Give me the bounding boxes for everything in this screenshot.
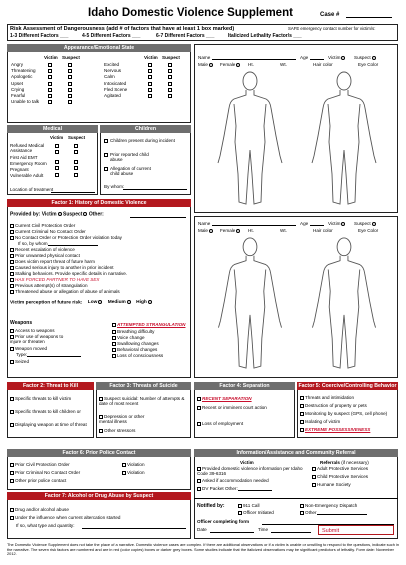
f6-violation-1-cb[interactable] — [122, 463, 126, 467]
appearance-right-labels — [104, 62, 127, 99]
provided-suspect-radio[interactable] — [83, 212, 87, 216]
notified-other — [300, 510, 367, 515]
body1-name-field[interactable] — [212, 59, 296, 60]
f1-future-harm — [10, 259, 95, 264]
appearance-left-suspect-boxes[interactable] — [68, 63, 72, 106]
medical-location-field[interactable] — [51, 192, 95, 193]
f1-strangulation — [10, 283, 88, 288]
strang-breathing-label: Breathing difficulty — [117, 329, 155, 334]
factor5-heading: Factor 5: Coercive/Controlling Behavior — [298, 383, 397, 389]
perception-medium: Medium — [107, 300, 126, 306]
medical-suspect-col: Suspect — [68, 135, 86, 140]
f6-item-1-cb[interactable] — [10, 463, 14, 467]
weapons-moved — [10, 346, 47, 351]
body2-suspect-radio[interactable] — [372, 222, 376, 226]
body1-ht: Ht. — [248, 62, 254, 67]
form-title: Idaho Domestic Violence Supplement — [88, 7, 293, 19]
body1-age: Age — [300, 55, 309, 60]
f1-serious-injury-cb[interactable] — [10, 266, 14, 270]
f4-item-3-cb[interactable] — [197, 422, 201, 426]
body2-male-radio[interactable] — [209, 229, 213, 233]
footer-note: The Domestic Violence Supplement does not take the place of a narrative. Domestic violence cases are complex. If there are additional observations or if a victim is unable or unwilling to respond to the questions, indicate such in the narrative. The seven risk factors are numbered and are in red (color copies) boxes or darker grey boxes. Some studies indicate that the italicized observations may be significant predictors of lethality. Form date: November 2012. — [7, 542, 400, 557]
case-number-field[interactable] — [346, 17, 392, 18]
body1-victim-radio[interactable] — [341, 56, 345, 60]
f6-item-1-label: Prior Civil Protection Order — [15, 462, 70, 467]
appearance-suspect-col-2: Suspect — [162, 55, 180, 60]
risk-level-3: 6-7 Different Factors ___ — [156, 33, 215, 39]
f5-item-2 — [300, 403, 367, 408]
ref-humane-label: Humane Society — [317, 482, 351, 487]
submit-label: Submit — [322, 528, 340, 534]
body1-female-label: Female — [220, 62, 236, 67]
f1-criminal-nco-cb[interactable] — [10, 230, 14, 234]
provided-victim-radio[interactable] — [58, 212, 62, 216]
f1-if-so-label: If so, by whom — [18, 241, 48, 246]
appearance-excited: Excited — [104, 62, 120, 67]
referral-if-necessary: (if necessary) — [341, 460, 369, 465]
f2-item-1-cb[interactable] — [10, 397, 14, 401]
f2-item-2 — [10, 409, 90, 414]
ref-accommodation-cb[interactable] — [197, 479, 201, 483]
weapons-access — [10, 328, 55, 333]
body2-female-label: Female — [220, 228, 236, 233]
f3-item-2-label: Depression or other mental illness — [99, 414, 145, 425]
weapons-type-field[interactable] — [27, 356, 81, 357]
body1-female — [220, 62, 240, 67]
appearance-victim-col-2: Victim — [144, 55, 158, 60]
children-by-whom-field[interactable] — [123, 189, 187, 190]
appearance-victim-col: Victim — [44, 55, 58, 60]
medical-pregnant: Pregnant — [10, 167, 29, 172]
submit-button[interactable] — [318, 525, 394, 535]
body2-male — [198, 228, 213, 233]
appearance-crying: Crying — [11, 86, 25, 92]
f7-item-1-label: Drug and/or alcohol abuse — [15, 507, 69, 512]
f1-serious-injury-label: Caused serious injury to another in prior incident — [15, 265, 114, 270]
ref-aps-label: Adult Protective Services — [317, 466, 369, 471]
provided-suspect-label: Suspect — [63, 211, 83, 218]
f1-nco-violation-label: No Contact Order or Protection Order violation today — [15, 235, 122, 240]
children-cb-1[interactable] — [104, 139, 108, 143]
f5-item-5 — [300, 427, 370, 432]
f4-item-1-cb[interactable] — [197, 397, 201, 401]
f5-item-1-label: Threats and intimidation — [305, 395, 355, 400]
f5-item-5-cb[interactable] — [300, 428, 304, 432]
f3-item-2 — [99, 414, 159, 424]
body1-female-radio[interactable] — [236, 63, 240, 67]
strang-behavioral — [112, 347, 157, 352]
strang-voice-label: Voice change — [117, 335, 145, 340]
body1-male — [198, 62, 213, 67]
f1-if-so — [18, 241, 98, 246]
body1-victim — [328, 55, 345, 60]
f1-escalation — [10, 247, 75, 252]
weapons-prior-use-label: Prior use of weapons to injure or threaten — [10, 334, 64, 345]
body2-age-field[interactable] — [310, 225, 324, 226]
body1-eye: Eye Color — [358, 62, 379, 67]
strang-behavioral-cb[interactable] — [112, 348, 116, 352]
medical-suspect-boxes[interactable] — [74, 144, 78, 179]
f1-criminal-nco-label: Current Criminal No Contact Order — [15, 229, 86, 234]
f7-item-2-label: Under the influence when current altercation started — [15, 515, 121, 520]
weapons-type — [16, 352, 81, 357]
strang-breathing-cb[interactable] — [112, 330, 116, 334]
appearance-calm: Calm — [104, 74, 115, 80]
factor7-heading: Factor 7: Alcohol or Drug Abuse by Suspect — [7, 492, 191, 500]
factor4-heading: Factor 4: Separation — [194, 382, 295, 390]
medical-refused: Refused Medical Assistance — [10, 143, 45, 154]
notified-officer — [238, 510, 274, 515]
appearance-apologetic: Apologetic — [11, 74, 33, 80]
strangulation-title-label: ATTEMPTED STRANGULATION — [117, 322, 186, 327]
f1-if-so-field[interactable] — [48, 245, 98, 246]
ref-cps-cb[interactable] — [312, 475, 316, 479]
notified-officer-cb[interactable] — [238, 511, 242, 515]
f5-item-4 — [300, 419, 340, 424]
f7-item-1-cb[interactable] — [10, 508, 14, 512]
f4-item-2-label: Recent or imminent court action — [202, 405, 267, 410]
ref-provided-info — [197, 466, 303, 476]
f5-item-3-cb[interactable] — [300, 412, 304, 416]
f7-item-2 — [10, 515, 120, 520]
f4-item-1 — [197, 396, 252, 401]
strang-swallowing-label: Swallowing changes — [117, 341, 159, 346]
referral-col — [320, 460, 369, 465]
f3-item-1 — [99, 396, 187, 406]
appearance-intoxicated: Intoxicated — [104, 80, 127, 86]
risk-level-1: 1-3 Different Factors ___ — [10, 33, 69, 39]
strang-voice-cb[interactable] — [112, 336, 116, 340]
ref-other-field[interactable] — [238, 490, 272, 491]
notified-by-label: Notified by: — [197, 503, 225, 509]
f5-item-1-cb[interactable] — [300, 396, 304, 400]
ref-provided-info-label: Provided domestic violence information per Idaho Code 39-6316 — [197, 466, 303, 477]
date-label: Date — [197, 527, 207, 532]
perception-medium-radio[interactable] — [127, 300, 131, 304]
date-field[interactable] — [210, 532, 254, 533]
body2-age: Age — [300, 221, 309, 226]
appearance-upset: Upset — [11, 80, 24, 86]
referral-col-label: Referrals — [320, 460, 340, 465]
weapons-moved-cb[interactable] — [10, 347, 14, 351]
safe-contact-note: SAFE emergency contact number for victim/s: — [288, 26, 376, 31]
body2-female — [220, 228, 240, 233]
body1-victim-label: Victim — [328, 55, 341, 60]
notified-911 — [238, 503, 260, 508]
f6-violation-1-label: Violation — [127, 462, 145, 467]
notified-other-cb[interactable] — [300, 511, 304, 515]
f6-item-2-label: Prior Criminal No Contact Order — [15, 470, 81, 475]
f5-item-4-cb[interactable] — [300, 420, 304, 424]
children-cb-3[interactable] — [104, 167, 108, 171]
body2-suspect-label: Suspect — [354, 221, 371, 226]
appearance-left-victim-boxes[interactable] — [48, 63, 52, 106]
referral-heading: Information/Assistance and Community Referral — [194, 449, 398, 457]
f5-item-3-label: Monitoring by suspect (GPS, cell phone) — [305, 411, 388, 416]
f6-item-1 — [10, 462, 70, 467]
provided-by-label: Provided by: — [10, 211, 41, 218]
notified-officer-label: Officer Initiated — [243, 510, 274, 515]
f1-civil-po-label: Current Civil Protection Order — [15, 223, 76, 228]
f3-item-3 — [99, 428, 135, 433]
notified-other-label: Other — [305, 510, 317, 515]
f7-item-1 — [10, 507, 69, 512]
weapons-access-cb[interactable] — [10, 329, 14, 333]
weapons-access-label: Access to weapons — [15, 328, 55, 333]
ref-cps — [312, 474, 368, 479]
notified-911-cb[interactable] — [238, 504, 242, 508]
appearance-suspect-col: Suspect — [62, 55, 80, 60]
f6-violation-2-label: Violation — [127, 470, 145, 475]
f1-perception — [10, 300, 152, 306]
notified-non-emergency-cb[interactable] — [300, 504, 304, 508]
f6-item-3-label: Other prior police contact — [15, 478, 67, 483]
body1-age-field[interactable] — [310, 59, 324, 60]
factor1-heading: Factor 1: History of Domestic Violence — [7, 199, 191, 207]
f1-future-harm-cb[interactable] — [10, 260, 14, 264]
body1-hair: Hair color — [313, 62, 333, 67]
perception-high: High — [136, 300, 147, 306]
f1-escalation-label: Recent escalation of violence — [15, 247, 75, 252]
children-by-whom: By whom: — [104, 184, 125, 189]
body2-victim-label: Victim — [328, 221, 341, 226]
body2-back-figure[interactable] — [304, 236, 384, 374]
f5-item-5-label: EXTREME POSSESSIVENESS — [305, 427, 371, 432]
strangulation-cb[interactable] — [112, 323, 116, 327]
f1-stalking-cb[interactable] — [10, 272, 14, 276]
body1-suspect-label: Suspect — [354, 55, 371, 60]
f4-item-3-label: Loss of employment — [202, 421, 244, 426]
body2-hair: Hair color — [313, 228, 333, 233]
f3-item-1-label: Suspect suicidal: Number of attempts & date of most recent — [99, 396, 185, 407]
f6-violation-2-cb[interactable] — [122, 471, 126, 475]
body1-back-figure[interactable] — [304, 70, 384, 210]
referral-divider — [194, 498, 398, 499]
f2-item-3 — [10, 422, 90, 427]
medical-heading: Medical — [7, 125, 98, 133]
ref-aps — [312, 466, 368, 471]
ref-dv-packet-cb[interactable] — [197, 487, 201, 491]
appearance-left-labels — [11, 62, 39, 105]
body2-wt: Wt. — [280, 228, 287, 233]
body1-suspect-radio[interactable] — [372, 56, 376, 60]
f5-item-1 — [300, 395, 354, 400]
medical-location: Location of treatment — [10, 187, 54, 192]
f7-item-3: If so, what type and quantity: — [16, 523, 75, 528]
f7-type-field[interactable] — [82, 528, 186, 529]
f6-item-2-cb[interactable] — [10, 471, 14, 475]
body2-female-radio[interactable] — [236, 229, 240, 233]
perception-high-radio[interactable] — [148, 300, 152, 304]
f5-item-2-cb[interactable] — [300, 404, 304, 408]
time-label: Time — [258, 527, 269, 532]
body2-male-label: Male — [198, 228, 208, 233]
perception-low-radio[interactable] — [98, 300, 102, 304]
f1-criminal-nco — [10, 229, 86, 234]
f5-item-2-label: Destruction of property or pets — [305, 403, 367, 408]
appearance-agitated: Agitated — [104, 92, 121, 98]
strang-breathing — [112, 329, 154, 334]
f2-item-3-cb[interactable] — [10, 423, 14, 427]
medical-victim-col: Victim — [50, 135, 64, 140]
f3-item-3-cb[interactable] — [99, 429, 103, 433]
weapons-seized — [10, 359, 29, 364]
medical-victim-boxes[interactable] — [55, 144, 59, 179]
f1-civil-po — [10, 223, 75, 228]
f2-item-3-label: Displaying weapon at time of threat — [15, 422, 87, 427]
f6-item-3-cb[interactable] — [10, 479, 14, 483]
strang-loc-label: Loss of consciousness — [117, 353, 164, 358]
f1-serious-injury — [10, 265, 114, 270]
appearance-heading: Appearance/Emotional State — [7, 44, 191, 52]
provided-other-field[interactable] — [130, 217, 186, 218]
medical-vulnerable: Vulnerable Adult — [10, 173, 44, 178]
f1-civil-po-cb[interactable] — [10, 224, 14, 228]
referral-victim-col: Victim — [240, 460, 254, 465]
f6-item-3 — [10, 478, 66, 483]
f1-nco-violation-cb[interactable] — [10, 236, 14, 240]
body2-suspect — [354, 221, 376, 226]
medical-er: Emergency Room — [10, 161, 47, 166]
f2-item-2-cb[interactable] — [10, 410, 14, 414]
body1-suspect — [354, 55, 376, 60]
body1-male-label: Male — [198, 62, 208, 67]
f1-stalking-label: Stalking behaviors. Provide specific details in narrative. — [15, 271, 128, 276]
risk-level-2: 4-5 Different Factors ___ — [82, 33, 141, 39]
strang-voice — [112, 335, 145, 340]
body2-ht: Ht. — [248, 228, 254, 233]
f5-item-3 — [300, 411, 387, 416]
appearance-fled-scene: Fled Scene — [104, 86, 128, 92]
f3-item-3-label: Other stressors — [104, 428, 136, 433]
f7-item-2-cb[interactable] — [10, 516, 14, 520]
f5-item-4-label: Isolating of victim — [305, 419, 341, 424]
children-prior-abuse: Prior reported child abuse — [110, 152, 149, 163]
factor1-provided-by — [10, 212, 104, 218]
body1-name: Name — [198, 55, 211, 60]
factor3-heading: Factor 3: Threats of Suicide — [96, 382, 191, 390]
strang-loc — [112, 353, 163, 358]
factor6-heading: Factor 6: Prior Police Contact — [7, 449, 191, 457]
f2-item-1-label: Specific threats to kill victim — [15, 396, 72, 401]
f4-item-1-label: RECENT SEPARATION — [202, 396, 252, 401]
strang-swallowing — [112, 341, 159, 346]
children-current-abuse: Allegation of current child abuse — [110, 166, 151, 177]
body2-eye: Eye Color — [358, 228, 379, 233]
f1-nco-violation — [10, 235, 122, 240]
ref-accommodation-label: Asked if accommodation needed — [202, 478, 269, 483]
children-cb-2[interactable] — [104, 153, 108, 157]
f4-item-2-cb[interactable] — [197, 406, 201, 410]
strang-loc-cb[interactable] — [112, 354, 116, 358]
appearance-fearful: Fearful — [11, 92, 26, 98]
f6-item-2 — [10, 470, 80, 475]
f1-prior-contact — [10, 253, 80, 258]
f1-escalation-cb[interactable] — [10, 248, 14, 252]
f1-strangulation-cb[interactable] — [10, 284, 14, 288]
f1-forced-sex-cb[interactable] — [10, 278, 14, 282]
f2-item-1 — [10, 396, 90, 401]
f1-future-harm-label: Does victim report threat of future harm — [15, 259, 95, 264]
appearance-unable-talk: Unable to talk — [11, 99, 40, 105]
ref-humane — [312, 482, 351, 487]
time-field[interactable] — [271, 532, 311, 533]
case-label: Case # — [320, 12, 340, 18]
children-heading: Children — [100, 125, 191, 133]
factor2-heading: Factor 2: Threat to Kill — [7, 382, 94, 390]
ref-accommodation — [197, 478, 269, 483]
weapons-prior-use — [10, 334, 70, 344]
body1-wt: Wt. — [280, 62, 287, 67]
appearance-nervous: Nervous — [104, 68, 122, 74]
f6-violation-1 — [122, 462, 145, 467]
children-present: Children present during incident — [110, 138, 175, 143]
f1-strangulation-label: Previous attempt(s) of strangulation — [15, 283, 88, 288]
provided-other-label: Other: — [88, 211, 104, 218]
f1-animals-label: Threatened abuse or allegation of abuse of animals — [15, 289, 120, 294]
appearance-threatening: Threatening — [11, 68, 36, 74]
notified-non-emergency — [300, 503, 357, 508]
notified-911-label: 911 Call — [243, 503, 260, 508]
ref-cps-label: Child Protective Services — [317, 474, 369, 479]
appearance-right-victim-boxes[interactable] — [148, 63, 152, 100]
weapons-type-label: Type: — [16, 352, 28, 357]
weapons-moved-label: Weapon moved — [15, 346, 48, 351]
ref-dv-packet-label: DV Packet Other: — [202, 486, 238, 491]
f4-item-3 — [197, 421, 243, 426]
ref-dv-packet — [197, 486, 272, 491]
body2-name: Name — [198, 221, 211, 226]
f6-violation-2 — [122, 470, 145, 475]
appearance-angry: Angry — [11, 62, 24, 67]
officer-label: Officer completing form — [197, 519, 250, 524]
strangulation-title — [112, 322, 185, 327]
body2-name-field[interactable] — [212, 225, 296, 226]
strang-behavioral-label: Behavioral changes — [117, 347, 158, 352]
f1-animals-cb[interactable] — [10, 290, 14, 294]
f1-forced-sex — [10, 277, 100, 282]
f1-prior-contact-label: Prior unwanted physical contact — [15, 253, 80, 258]
f4-item-2 — [197, 405, 267, 410]
provided-victim-label: Victim — [41, 211, 57, 218]
ref-humane-cb[interactable] — [312, 483, 316, 487]
f2-item-2-label: Specific threats to kill children or — [15, 409, 81, 414]
weapons-seized-label: Seized — [15, 359, 30, 364]
notified-non-emergency-label: Non-Emergency Dispatch — [305, 503, 358, 508]
body1-male-radio[interactable] — [209, 63, 213, 67]
notified-other-field[interactable] — [317, 514, 367, 515]
perception-low: Low — [87, 300, 98, 306]
weapons-seized-cb[interactable] — [10, 360, 14, 364]
medical-first-aid: First Aid EMT — [10, 155, 38, 160]
appearance-right-suspect-boxes[interactable] — [168, 63, 172, 100]
perception-label: Victim perception of future risk: — [10, 300, 83, 306]
strang-swallowing-cb[interactable] — [112, 342, 116, 346]
f1-animals — [10, 289, 120, 294]
weapons-heading: Weapons — [10, 320, 33, 326]
body2-victim-radio[interactable] — [341, 222, 345, 226]
f1-stalking — [10, 271, 127, 276]
risk-heading: Risk Assessment of Dangerousness (add # of factors that have at least 1 box marked) — [10, 26, 235, 32]
f1-forced-sex-label: HAS FORCED PARTNER TO HAVE SEX — [15, 277, 100, 282]
f1-prior-contact-cb[interactable] — [10, 254, 14, 258]
ref-aps-cb[interactable] — [312, 467, 316, 471]
italic-lethality-factors: Italicized Lethality Factor/s ___ — [228, 33, 302, 39]
body2-front-figure[interactable] — [210, 236, 290, 374]
body1-front-figure[interactable] — [210, 70, 290, 210]
body2-victim — [328, 221, 345, 226]
